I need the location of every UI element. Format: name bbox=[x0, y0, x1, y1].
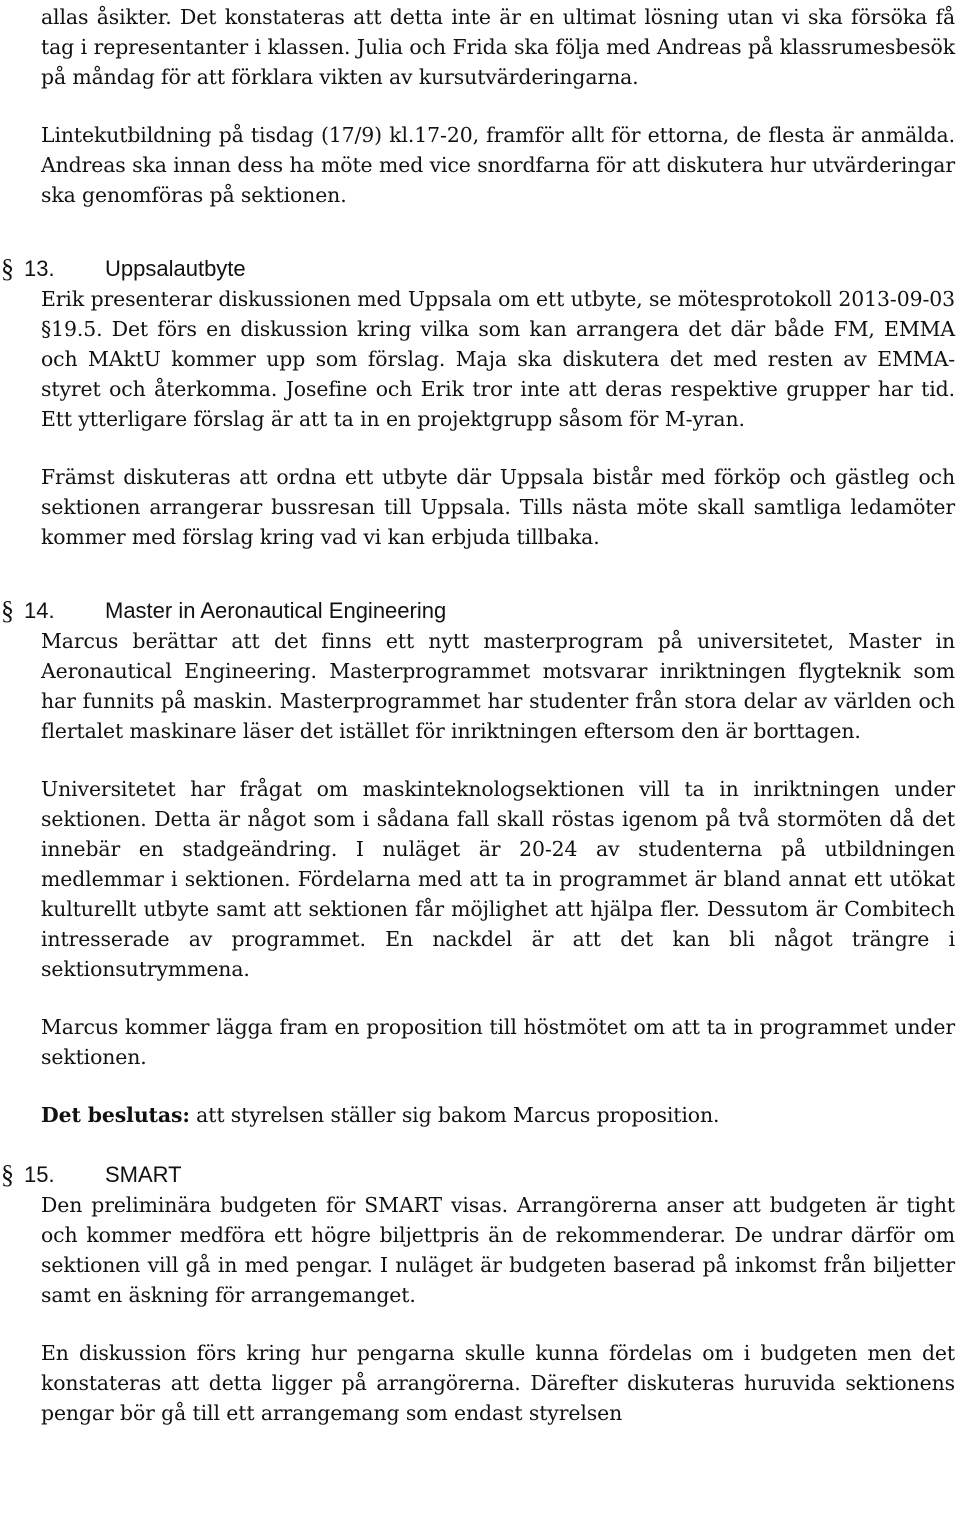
section-symbol: § bbox=[1, 254, 14, 283]
section-title: Master in Aeronautical Engineering bbox=[105, 598, 447, 623]
section-15-paragraph-2: En diskussion förs kring hur pengarna skulle kunna fördelas om i budgeten men det konstateras att detta ligger på arrangörerna. Därefter diskuteras huruvida sektionens pengar bör gå till ett arrangemang som endast styrelsen bbox=[41, 1341, 955, 1425]
section-title: SMART bbox=[105, 1162, 182, 1187]
section-14-paragraph-3: Marcus kommer lägga fram en proposition till höstmötet om att ta in programmet under sektionen. bbox=[41, 1015, 955, 1069]
section-heading-15 bbox=[1, 1160, 955, 1190]
section-symbol: § bbox=[1, 596, 14, 625]
section-14-paragraph-2: Universitetet har frågat om maskinteknologsektionen vill ta in inriktningen under sektionen. Detta är något som i sådana fall skall röstas igenom på två stormöten då det innebär en stadgeändring. I nuläget är 20-24 av studenterna på utbildningen medlemmar i sektionen. Fördelarna med att ta in programmet är bland annat ett utökat kulturellt utbyte samt att sektionen får möjlighet att hjälpa fler. Dessutom är Combitech intresserade av programmet. En nackdel är att det kan bli något trängre i sektionsutrymmena. bbox=[41, 777, 955, 981]
decision-label: Det beslutas: bbox=[41, 1103, 190, 1127]
paragraph-lintek: Lintekutbildning på tisdag (17/9) kl.17-20, framför allt för ettorna, de flesta är anmälda. Andreas ska innan dess ha möte med vice snordfarna för att diskutera hur utvärderingar ska genomföras på sektionen. bbox=[41, 123, 955, 207]
section-13-paragraph-1: Erik presenterar diskussionen med Uppsala om ett utbyte, se mötesprotokoll 2013-09-03 §19.5. Det förs en diskussion kring vilka som kan arrangera det där både FM, EMMA och MAktU kommer upp som förslag. Maja ska diskutera det med resten av EMMA-styret och återkomma. Josefine och Erik tror inte att deras respektive grupper har tid. Ett ytterligare förslag är att ta in en projektgrupp såsom för M-yran. bbox=[41, 287, 955, 431]
decision-paragraph bbox=[41, 1100, 955, 1130]
section-title: Uppsalautbyte bbox=[105, 256, 246, 281]
section-heading-14 bbox=[1, 596, 955, 626]
section-symbol: § bbox=[1, 1160, 14, 1189]
section-15-paragraph-1: Den preliminära budgeten för SMART visas. Arrangörerna anser att budgeten är tight och kommer medföra ett högre biljettpris än de rekommenderar. De undrar därför om sektionen vill gå in med pengar. I nuläget är budgeten baserad på inkomst från biljetter samt en äskning för arrangemanget. bbox=[41, 1193, 955, 1307]
section-number: 13. bbox=[24, 256, 55, 281]
section-13-paragraph-2: Främst diskuteras att ordna ett utbyte där Uppsala bistår med förköp och gästleg och sektionen arrangerar bussresan till Uppsala. Tills nästa möte skall samtliga ledamöter kommer med förslag kring vad vi kan erbjuda tillbaka. bbox=[41, 465, 955, 549]
decision-text: att styrelsen ställer sig bakom Marcus proposition. bbox=[189, 1103, 720, 1127]
section-heading-13 bbox=[1, 254, 955, 284]
document-page bbox=[1, 2, 955, 1428]
paragraph-intro: allas åsikter. Det konstateras att detta inte är en ultimat lösning utan vi ska försöka få tag i representanter i klassen. Julia och Frida ska följa med Andreas på klassrumesbesök på måndag för att förklara vikten av kursutvärderingarna. bbox=[41, 5, 955, 89]
section-number: 14. bbox=[24, 598, 55, 623]
section-14-paragraph-1: Marcus berättar att det finns ett nytt masterprogram på universitetet, Master in Aeronautical Engineering. Masterprogrammet motsvarar inriktningen flygteknik som har funnits på maskin. Masterprogrammet har studenter från stora delar av världen och flertalet maskinare läser det istället för inriktningen eftersom den är borttagen. bbox=[41, 629, 955, 743]
section-number: 15. bbox=[24, 1162, 55, 1187]
